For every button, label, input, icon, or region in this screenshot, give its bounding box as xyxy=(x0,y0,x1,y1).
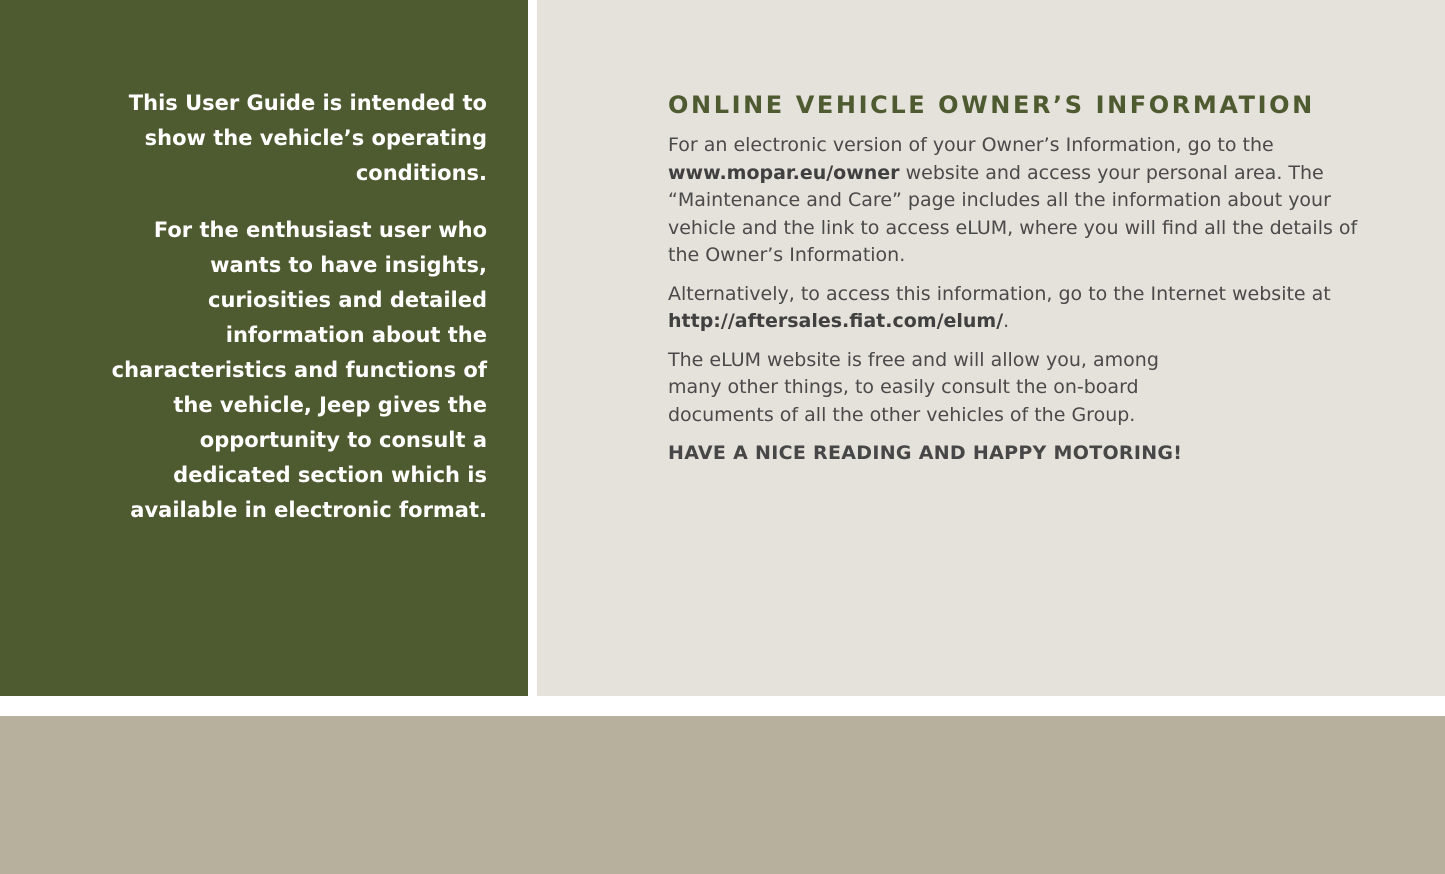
online-info-content xyxy=(668,88,1380,468)
enthusiast-paragraph: For the enthusiast user who wants to have insights, curiosities and detailed information about the characteristics and functions of the vehicle, Jeep gives the opportunity to consult a dedicated section which is available in electronic format. xyxy=(111,218,487,522)
intro-text-block xyxy=(97,86,487,528)
p2-text-a: Alternatively, to access this information, go to the Internet website at xyxy=(668,282,1331,305)
online-info-panel xyxy=(537,0,1445,696)
aftersales-elum-link: http://aftersales.fiat.com/elum/ xyxy=(668,310,1004,332)
p2-text-b: . xyxy=(1003,310,1010,332)
p1-text-b: website and access your personal area. The “Maintenance and Care” page includes all the information about your vehicle and the link to access eLUM, where you will find all the details of the Owner’s Information. xyxy=(668,161,1358,266)
section-heading: ONLINE VEHICLE OWNER’S INFORMATION xyxy=(668,91,1315,119)
intro-panel xyxy=(0,0,528,696)
alternative-access-paragraph xyxy=(668,281,1380,336)
intro-paragraph: This User Guide is intended to show the vehicle’s operating conditions. xyxy=(128,91,487,185)
bottom-band xyxy=(0,716,1445,874)
mopar-owner-link: www.mopar.eu/owner xyxy=(668,161,900,184)
closing-line: HAVE A NICE READING AND HAPPY MOTORING! xyxy=(668,442,1183,464)
p1-text-a: For an electronic version of your Owner’s Information, go to the xyxy=(668,134,1274,156)
electronic-version-paragraph xyxy=(668,132,1380,270)
elum-free-paragraph: The eLUM website is free and will allow you, among many other things, to easily consult the on-board documents of all the other vehicles of the Group. xyxy=(668,348,1159,426)
